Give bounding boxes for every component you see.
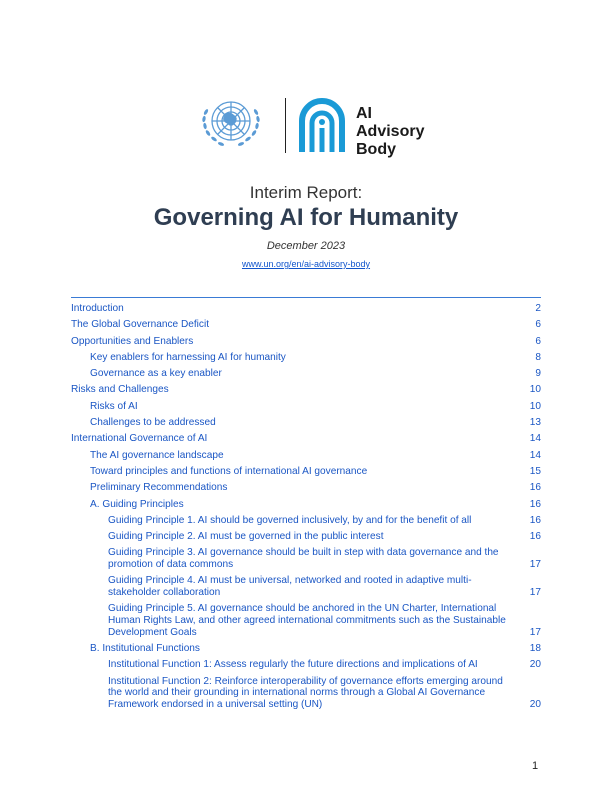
toc-entry[interactable] (71, 450, 541, 466)
toc-entry-page[interactable]: 16 (529, 531, 541, 543)
toc-entry[interactable] (71, 676, 541, 716)
table-of-contents (71, 303, 541, 715)
toc-entry[interactable] (71, 303, 541, 319)
toc-entry-label[interactable]: Guiding Principle 3. AI governance should be built in step with data governance and the promotion of data commons (108, 547, 499, 571)
toc-top-rule (71, 297, 541, 298)
toc-entry-label[interactable]: The Global Governance Deficit (71, 319, 210, 331)
toc-entry-label[interactable]: A. Guiding Principles (90, 498, 184, 510)
toc-entry[interactable] (71, 643, 541, 659)
logo-row (0, 94, 612, 158)
toc-entry[interactable] (71, 466, 541, 482)
toc-entry-page[interactable]: 14 (529, 433, 541, 445)
toc-entry-label[interactable]: Guiding Principle 1. AI should be governed inclusively, by and for the benefit of all (108, 514, 472, 526)
ai-advisory-body-wordmark (356, 105, 424, 159)
report-subtitle: Interim Report: (249, 183, 363, 202)
toc-entry[interactable] (71, 659, 541, 675)
toc-entry-page[interactable]: 15 (529, 465, 541, 477)
toc-entry[interactable] (71, 401, 541, 417)
toc-entry-page[interactable]: 8 (535, 351, 541, 363)
report-url-link[interactable]: www.un.org/en/ai-advisory-body (241, 259, 371, 269)
toc-entry-page[interactable]: 18 (529, 643, 541, 655)
toc-entry-label[interactable]: Challenges to be addressed (90, 417, 216, 429)
toc-entry-label[interactable]: Risks and Challenges (71, 384, 169, 396)
brand-line-advisory: Advisory (356, 123, 425, 140)
toc-entry[interactable] (71, 482, 541, 498)
toc-entry-label[interactable]: Governance as a key enabler (90, 368, 222, 380)
brand-line-ai: AI (356, 105, 372, 122)
toc-entry-label[interactable]: Guiding Principle 2. AI must be governed in the public interest (108, 531, 384, 543)
toc-entry-label[interactable]: Toward principles and functions of international AI governance (90, 465, 368, 477)
toc-entry-page[interactable]: 16 (529, 482, 541, 494)
toc-entry-page[interactable]: 17 (529, 626, 541, 638)
toc-entry-page[interactable]: 20 (529, 699, 541, 711)
toc-entry-page[interactable]: 6 (535, 319, 541, 331)
toc-entry[interactable] (71, 603, 541, 643)
report-title: Governing AI for Humanity (153, 204, 459, 231)
toc-entry-page[interactable]: 14 (529, 449, 541, 461)
toc-entry-label[interactable]: Institutional Function 2: Reinforce interoperability of governance efforts emerging around the world and their grounding in international norms through a Global AI Governance Framework endorsed in a universal setting (UN) (108, 675, 503, 711)
toc-entry[interactable] (71, 368, 541, 384)
ai-advisory-body-logo-icon (297, 96, 347, 154)
toc-entry[interactable] (71, 417, 541, 433)
toc-entry-page[interactable]: 10 (529, 400, 541, 412)
toc-entry-label[interactable]: Guiding Principle 4. AI must be universal, networked and rooted in adaptive multi-stakeholder collaboration (108, 575, 472, 599)
toc-entry-page[interactable]: 2 (535, 303, 541, 314)
toc-entry[interactable] (71, 384, 541, 400)
toc-entry-label[interactable]: Opportunities and Enablers (71, 335, 194, 347)
toc-entry[interactable] (71, 336, 541, 352)
report-date: December 2023 (266, 240, 346, 252)
page-number: 1 (532, 760, 539, 772)
toc-entry-page[interactable]: 13 (529, 417, 541, 429)
toc-entry-label[interactable]: Key enablers for harnessing AI for humanity (90, 351, 286, 363)
toc-entry[interactable] (71, 433, 541, 449)
toc-entry[interactable] (71, 575, 541, 603)
toc-entry-label[interactable]: Guiding Principle 5. AI governance should be anchored in the UN Charter, International Human Rights Law, and other agreed international commitments such as the Sustainable Development Goals (108, 603, 506, 638)
toc-entry-label[interactable]: Risks of AI (90, 400, 138, 412)
logo-divider (285, 98, 286, 153)
toc-entry-page[interactable]: 20 (529, 659, 541, 671)
toc-entry[interactable] (71, 319, 541, 335)
toc-entry-page[interactable]: 16 (529, 498, 541, 510)
brand-line-body: Body (356, 141, 396, 158)
toc-entry[interactable] (71, 352, 541, 368)
toc-entry-label[interactable]: International Governance of AI (71, 433, 208, 445)
toc-entry-page[interactable]: 10 (529, 384, 541, 396)
toc-entry-page[interactable]: 6 (535, 335, 541, 347)
toc-entry-label[interactable]: B. Institutional Functions (90, 643, 200, 655)
toc-entry[interactable] (71, 499, 541, 515)
toc-entry[interactable] (71, 531, 541, 547)
toc-entry-label[interactable]: Introduction (71, 303, 124, 314)
toc-entry-page[interactable]: 17 (529, 587, 541, 599)
toc-entry[interactable] (71, 515, 541, 531)
toc-entry-page[interactable]: 9 (535, 368, 541, 380)
toc-entry[interactable] (71, 547, 541, 575)
toc-entry-label[interactable]: Preliminary Recommendations (90, 482, 228, 494)
un-emblem-icon (195, 94, 267, 156)
toc-entry-label[interactable]: Institutional Function 1: Assess regularly the future directions and implications of AI (108, 659, 478, 671)
toc-entry-page[interactable]: 16 (529, 514, 541, 526)
toc-entry-page[interactable]: 17 (529, 559, 541, 571)
toc-entry-label[interactable]: The AI governance landscape (90, 449, 224, 461)
